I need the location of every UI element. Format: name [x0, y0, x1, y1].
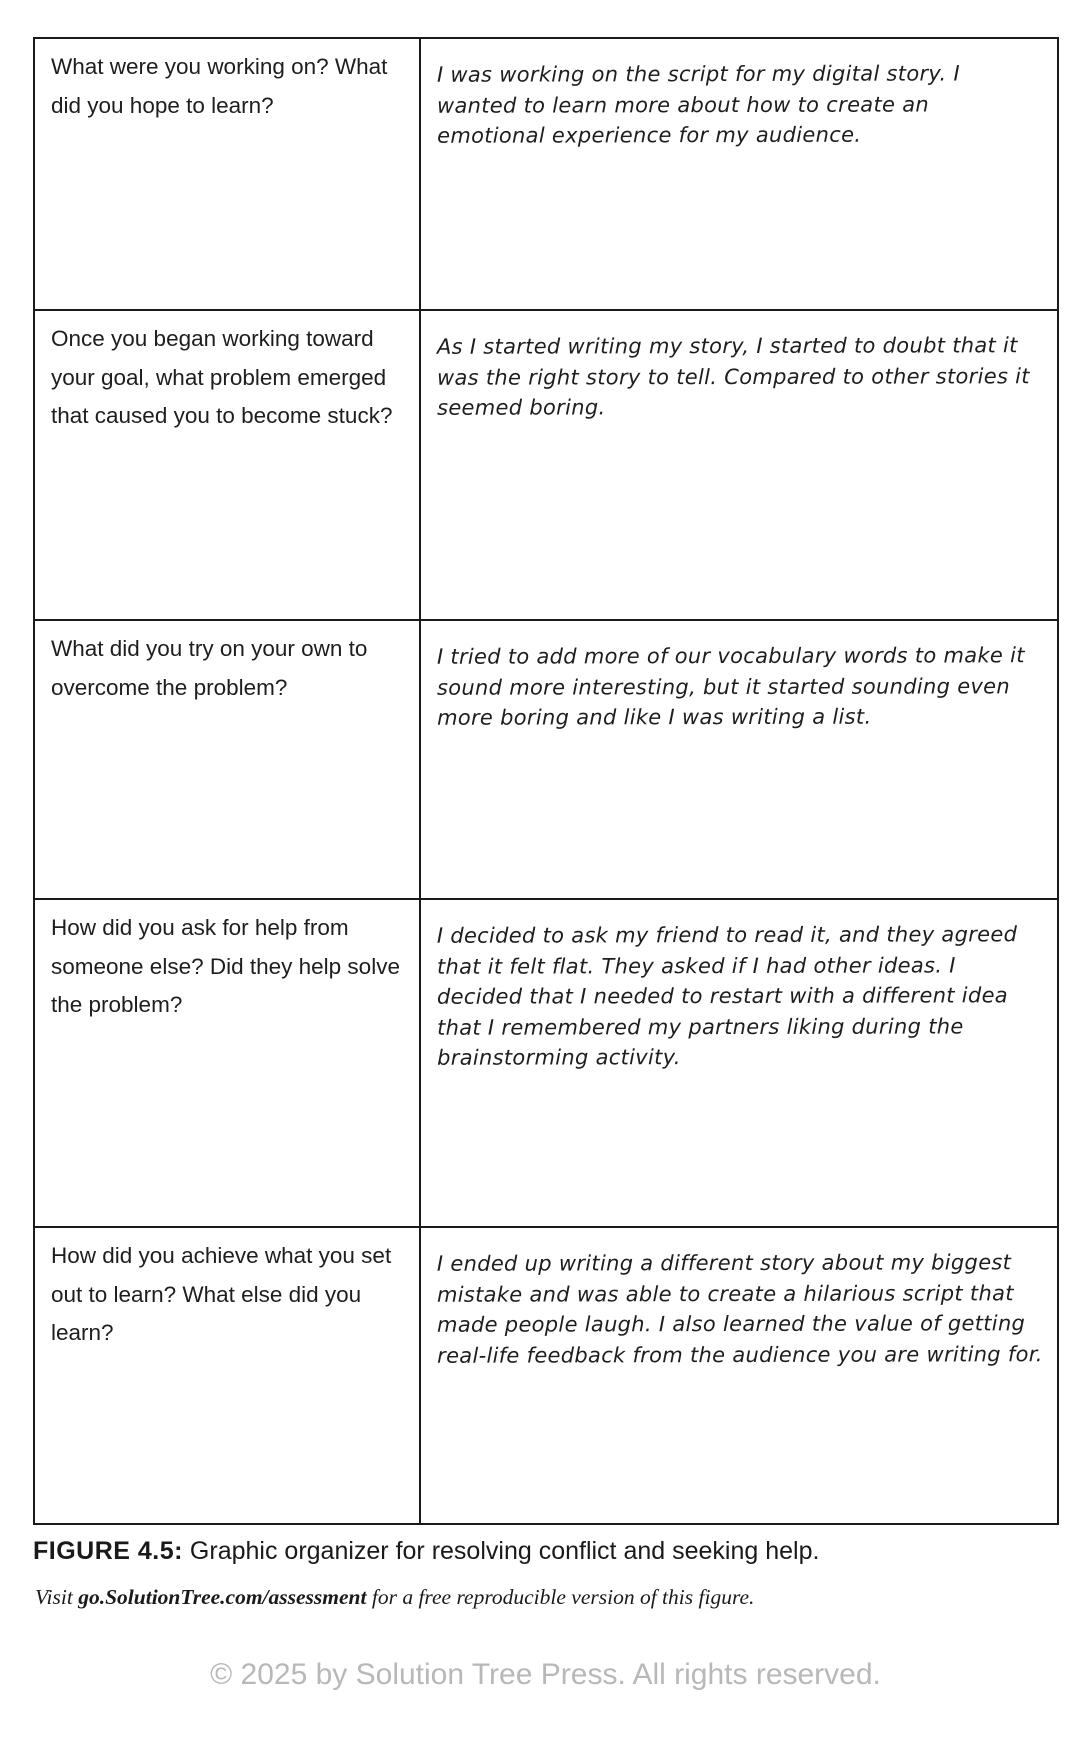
- figure-caption: [33, 1537, 819, 1566]
- organizer-row: [34, 310, 1058, 620]
- graphic-organizer-table: [33, 37, 1059, 1525]
- organizer-row: [34, 38, 1058, 310]
- answer-text: I tried to add more of our vocabulary words to make it sound more interesting, but it started sounding even more boring and like I was writing a list.: [436, 643, 1025, 730]
- question-cell: [34, 620, 420, 899]
- figure-label: FIGURE 4.5:: [33, 1537, 183, 1565]
- answer-cell: [420, 310, 1058, 620]
- question-text: What did you try on your own to overcome the problem?: [51, 636, 368, 700]
- question-cell: [34, 38, 420, 310]
- reproducible-link[interactable]: go.SolutionTree.com/assessment: [78, 1585, 367, 1609]
- reproducible-note: [35, 1585, 754, 1610]
- answer-text: As I started writing my story, I started to doubt that it was the right story to tell. Compared to other stories it seemed boring.: [436, 333, 1030, 420]
- question-text: What were you working on? What did you hope to learn?: [51, 54, 388, 118]
- answer-cell: [420, 1227, 1058, 1524]
- answer-text: I ended up writing a different story about my biggest mistake and was able to create a hilarious script that made people laugh. I also learned the value of getting real-life feedback from the audience you are writing for.: [436, 1250, 1043, 1368]
- answer-text: I was working on the script for my digital story. I wanted to learn more about how to create an emotional experience for my audience.: [436, 61, 960, 148]
- answer-text: I decided to ask my friend to read it, and they agreed that it felt flat. They asked if I had other ideas. I decided that I needed to restart with a different idea that I remembered my partners liking during the brainstorming activity.: [436, 922, 1018, 1070]
- question-text: Once you began working toward your goal, what problem emerged that caused you to become stuck?: [51, 326, 393, 428]
- visit-prefix: Visit: [35, 1585, 79, 1609]
- question-cell: [34, 310, 420, 620]
- organizer-row: [34, 899, 1058, 1227]
- answer-cell: [420, 38, 1058, 310]
- question-text: How did you achieve what you set out to learn? What else did you learn?: [51, 1243, 392, 1345]
- figure-caption-text: Graphic organizer for resolving conflict and seeking help.: [182, 1537, 820, 1565]
- organizer-row: [34, 1227, 1058, 1524]
- answer-cell: [420, 899, 1058, 1227]
- answer-cell: [420, 620, 1058, 899]
- question-cell: [34, 1227, 420, 1524]
- question-cell: [34, 899, 420, 1227]
- copyright-notice: © 2025 by Solution Tree Press. All rights reserved.: [210, 1658, 881, 1691]
- visit-suffix: for a free reproducible version of this figure.: [366, 1585, 755, 1609]
- question-text: How did you ask for help from someone else? Did they help solve the problem?: [51, 915, 400, 1017]
- organizer-row: [34, 620, 1058, 899]
